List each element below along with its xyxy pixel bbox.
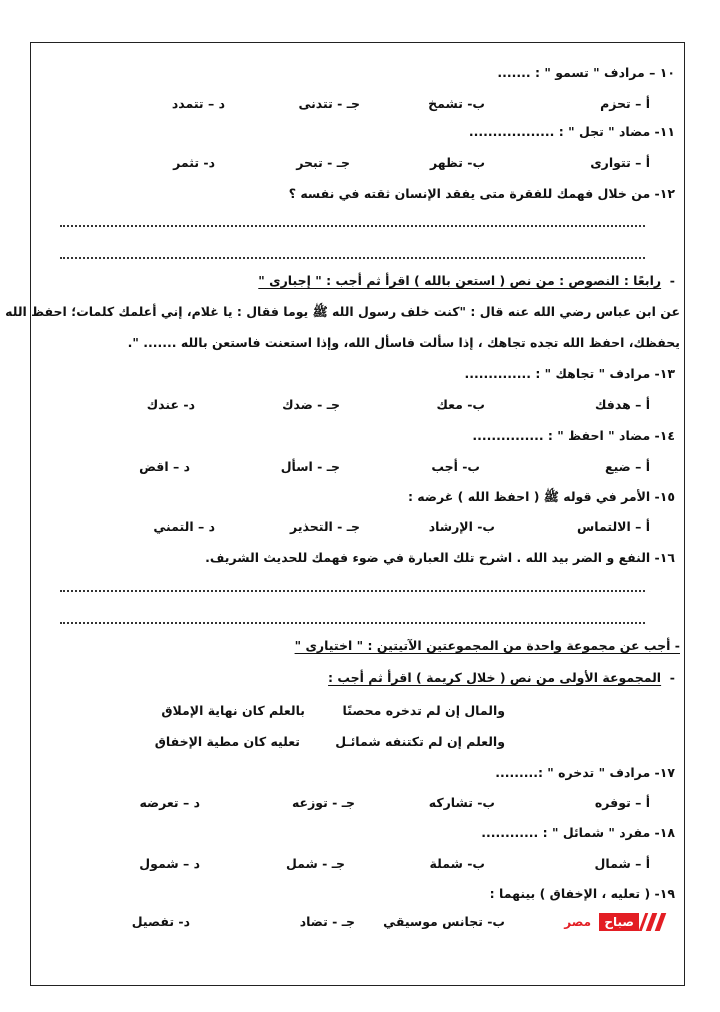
q18-option-d: د – شمول <box>139 856 200 871</box>
question-12: ١٢- من خلال فهمك للفقرة متى يفقد الإنسان ثقته في نفسه ؟ <box>288 186 675 201</box>
q19-option-c: جـ - تضاد <box>299 914 355 929</box>
q15-option-b: ب- الإرشاد <box>428 519 495 534</box>
question-18: ١٨- مفرد " شمائل " : ............ <box>481 825 675 840</box>
group-1-title-text: المجموعة الأولى من نص ( خلال كريمة ) اقرأ ثم أجب : <box>328 670 662 685</box>
section-4-title-text: رابعًا : النصوص : من نص ( استعن بالله ) اقرأ ثم أجب : " إجبارى " <box>258 273 662 288</box>
choice-section-title <box>295 637 680 655</box>
q13-option-d: د- عندك <box>146 397 195 412</box>
q14-option-d: د – اقض <box>139 459 190 474</box>
question-19: ١٩- ( تعليه ، الإخفاق ) بينهما : <box>489 886 675 901</box>
q19-option-d: د- تفصيل <box>131 914 190 929</box>
q11-option-b: ب- تظهر <box>430 155 485 170</box>
choice-section-title-text: - أجب عن مجموعة واحدة من المجموعتين الآتيتين : " اختيارى " <box>294 638 680 653</box>
q17-option-b: ب- تشاركه <box>428 795 495 810</box>
q10-option-a: أ – تحزم <box>600 96 650 111</box>
q15-option-a: أ – الالتماس <box>577 519 650 534</box>
logo-stripes-icon <box>641 913 665 931</box>
q17-option-d: د – تعرضه <box>139 795 200 810</box>
q13-option-c: جـ - ضدك <box>282 397 340 412</box>
q15-option-c: جـ - التحذير <box>290 519 360 534</box>
logo-text: مصر <box>564 915 591 929</box>
q14-option-c: جـ - اسأل <box>280 459 340 474</box>
q14-option-b: ب- أجب <box>431 459 480 474</box>
answer-line <box>60 257 645 259</box>
question-13: ١٣- مرادف " تجاهك " : .............. <box>464 366 675 381</box>
q19-option-b: ب- تجانس موسيقي <box>383 914 505 929</box>
q11-option-c: جـ - تبحر <box>296 155 350 170</box>
question-14: ١٤- مضاد " احفظ " : ............... <box>472 428 675 443</box>
section-4-title: - رابعًا : النصوص : من نص ( استعن بالله ) اقرأ ثم أجب : " إجبارى " <box>258 273 675 288</box>
question-11: ١١- مضاد " تجل " : .................. <box>468 124 675 139</box>
q13-option-b: ب- معك <box>436 397 485 412</box>
passage-line-2: يحفظك، احفظ الله تجده تجاهك ، إذا سألت فاسأل الله، وإذا استعنت فاستعن بالله ....... ". <box>127 335 680 350</box>
question-15: ١٥- الأمر في قوله ﷺ ( احفظ الله ) غرضه : <box>407 489 675 504</box>
q11-option-d: د- تثمر <box>173 155 215 170</box>
question-10: ١٠ – مرادف " تسمو " : ....... <box>497 65 675 80</box>
q18-option-c: جـ - شمل <box>285 856 345 871</box>
q17-option-a: أ – توفره <box>594 795 650 810</box>
q17-option-c: جـ - توزعه <box>291 795 355 810</box>
sabah-masr-logo <box>553 912 665 932</box>
q10-option-c: جـ - تتدنى <box>298 96 360 111</box>
question-16: ١٦- النفع و الضر بيد الله . اشرح تلك العبارة في ضوء فهمك للحديث الشريف. <box>205 550 675 565</box>
q11-option-a: أ – تتوارى <box>590 155 650 170</box>
poem-verse-2-left: تعليه كان مطية الإخفاق <box>154 734 300 749</box>
passage-line-1: عن ابن عباس رضي الله عنه قال : "كنت خلف رسول الله ﷺ يوما فقال : يا غلام، إني أعلمك كلمات؛ احفظ الله <box>5 304 680 319</box>
logo-box-text: صباح <box>599 913 639 931</box>
poem-verse-1-left: بالعلم كان نهاية الإملاق <box>161 703 305 718</box>
q18-option-b: ب- شملة <box>429 856 485 871</box>
group-1-title: - المجموعة الأولى من نص ( خلال كريمة ) اقرأ ثم أجب : <box>328 670 675 685</box>
q10-option-d: د – تتمدد <box>171 96 225 111</box>
q10-option-b: ب- تشمخ <box>428 96 485 111</box>
q13-option-a: أ – هدفك <box>595 397 650 412</box>
q14-option-a: أ – ضيع <box>605 459 650 474</box>
page-border <box>30 42 685 986</box>
poem-verse-2-right: والعلم إن لم تكتنفه شمائـل <box>335 734 505 749</box>
question-17: ١٧- مرادف " تدخره " :......... <box>495 765 675 780</box>
poem-verse-1-right: والمال إن لم تدخره محصنًا <box>342 703 505 718</box>
answer-line <box>60 622 645 624</box>
q15-option-d: د – التمني <box>153 519 215 534</box>
answer-line <box>60 590 645 592</box>
q18-option-a: أ – شمال <box>594 856 650 871</box>
answer-line <box>60 225 645 227</box>
